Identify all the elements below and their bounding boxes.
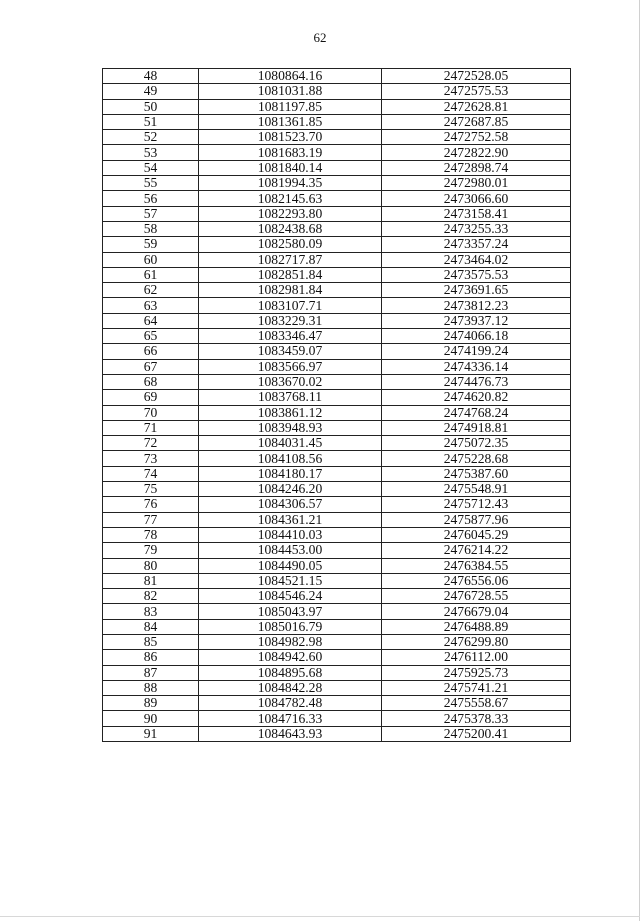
y-coordinate-cell: 2476045.29 bbox=[382, 527, 571, 542]
table-row bbox=[103, 176, 571, 191]
point-number-cell: 74 bbox=[103, 466, 199, 481]
x-coordinate-cell: 1081840.14 bbox=[199, 160, 382, 175]
point-number-cell: 56 bbox=[103, 191, 199, 206]
x-coordinate-cell: 1084306.57 bbox=[199, 497, 382, 512]
table-row bbox=[103, 604, 571, 619]
table-row bbox=[103, 298, 571, 313]
table-row bbox=[103, 221, 571, 236]
y-coordinate-cell: 2474768.24 bbox=[382, 405, 571, 420]
x-coordinate-cell: 1084842.28 bbox=[199, 680, 382, 695]
table-row bbox=[103, 237, 571, 252]
table-row bbox=[103, 344, 571, 359]
table-row bbox=[103, 466, 571, 481]
point-number-cell: 50 bbox=[103, 99, 199, 114]
table-row bbox=[103, 497, 571, 512]
y-coordinate-cell: 2474918.81 bbox=[382, 420, 571, 435]
x-coordinate-cell: 1082145.63 bbox=[199, 191, 382, 206]
point-number-cell: 66 bbox=[103, 344, 199, 359]
table-row bbox=[103, 543, 571, 558]
x-coordinate-cell: 1082293.80 bbox=[199, 206, 382, 221]
table-row bbox=[103, 84, 571, 99]
point-number-cell: 68 bbox=[103, 374, 199, 389]
x-coordinate-cell: 1083107.71 bbox=[199, 298, 382, 313]
table-row bbox=[103, 482, 571, 497]
y-coordinate-cell: 2476112.00 bbox=[382, 650, 571, 665]
y-coordinate-cell: 2475558.67 bbox=[382, 696, 571, 711]
table-row bbox=[103, 145, 571, 160]
x-coordinate-cell: 1083229.31 bbox=[199, 313, 382, 328]
x-coordinate-cell: 1083346.47 bbox=[199, 329, 382, 344]
point-number-cell: 84 bbox=[103, 619, 199, 634]
y-coordinate-cell: 2475228.68 bbox=[382, 451, 571, 466]
table-row bbox=[103, 130, 571, 145]
point-number-cell: 65 bbox=[103, 329, 199, 344]
x-coordinate-cell: 1084982.98 bbox=[199, 634, 382, 649]
x-coordinate-cell: 1084410.03 bbox=[199, 527, 382, 542]
x-coordinate-cell: 1082981.84 bbox=[199, 283, 382, 298]
table-row bbox=[103, 283, 571, 298]
y-coordinate-cell: 2472898.74 bbox=[382, 160, 571, 175]
y-coordinate-cell: 2472822.90 bbox=[382, 145, 571, 160]
table-row bbox=[103, 451, 571, 466]
x-coordinate-cell: 1084453.00 bbox=[199, 543, 382, 558]
point-number-cell: 64 bbox=[103, 313, 199, 328]
table-row bbox=[103, 665, 571, 680]
point-number-cell: 81 bbox=[103, 573, 199, 588]
y-coordinate-cell: 2476728.55 bbox=[382, 589, 571, 604]
point-number-cell: 82 bbox=[103, 589, 199, 604]
point-number-cell: 60 bbox=[103, 252, 199, 267]
y-coordinate-cell: 2475548.91 bbox=[382, 482, 571, 497]
table-row bbox=[103, 99, 571, 114]
point-number-cell: 78 bbox=[103, 527, 199, 542]
x-coordinate-cell: 1081361.85 bbox=[199, 114, 382, 129]
table-row bbox=[103, 267, 571, 282]
point-number-cell: 69 bbox=[103, 390, 199, 405]
y-coordinate-cell: 2476488.89 bbox=[382, 619, 571, 634]
y-coordinate-cell: 2473691.65 bbox=[382, 283, 571, 298]
x-coordinate-cell: 1084942.60 bbox=[199, 650, 382, 665]
y-coordinate-cell: 2476299.80 bbox=[382, 634, 571, 649]
point-number-cell: 77 bbox=[103, 512, 199, 527]
table-row bbox=[103, 680, 571, 695]
x-coordinate-cell: 1084031.45 bbox=[199, 436, 382, 451]
point-number-cell: 61 bbox=[103, 267, 199, 282]
point-number-cell: 85 bbox=[103, 634, 199, 649]
y-coordinate-cell: 2475877.96 bbox=[382, 512, 571, 527]
y-coordinate-cell: 2474199.24 bbox=[382, 344, 571, 359]
x-coordinate-cell: 1084643.93 bbox=[199, 726, 382, 741]
point-number-cell: 80 bbox=[103, 558, 199, 573]
x-coordinate-cell: 1081683.19 bbox=[199, 145, 382, 160]
table-row bbox=[103, 313, 571, 328]
y-coordinate-cell: 2475072.35 bbox=[382, 436, 571, 451]
point-number-cell: 90 bbox=[103, 711, 199, 726]
table-row bbox=[103, 69, 571, 84]
table-row bbox=[103, 634, 571, 649]
y-coordinate-cell: 2472575.53 bbox=[382, 84, 571, 99]
x-coordinate-cell: 1084361.21 bbox=[199, 512, 382, 527]
y-coordinate-cell: 2476556.06 bbox=[382, 573, 571, 588]
y-coordinate-cell: 2473464.02 bbox=[382, 252, 571, 267]
y-coordinate-cell: 2473066.60 bbox=[382, 191, 571, 206]
x-coordinate-cell: 1084546.24 bbox=[199, 589, 382, 604]
table-row bbox=[103, 619, 571, 634]
y-coordinate-cell: 2473812.23 bbox=[382, 298, 571, 313]
y-coordinate-cell: 2472528.05 bbox=[382, 69, 571, 84]
point-number-cell: 54 bbox=[103, 160, 199, 175]
table-row bbox=[103, 726, 571, 741]
x-coordinate-cell: 1084108.56 bbox=[199, 451, 382, 466]
x-coordinate-cell: 1083861.12 bbox=[199, 405, 382, 420]
point-number-cell: 52 bbox=[103, 130, 199, 145]
point-number-cell: 91 bbox=[103, 726, 199, 741]
x-coordinate-cell: 1083948.93 bbox=[199, 420, 382, 435]
table-row bbox=[103, 573, 571, 588]
point-number-cell: 58 bbox=[103, 221, 199, 236]
table-row bbox=[103, 206, 571, 221]
y-coordinate-cell: 2473575.53 bbox=[382, 267, 571, 282]
point-number-cell: 63 bbox=[103, 298, 199, 313]
point-number-cell: 51 bbox=[103, 114, 199, 129]
x-coordinate-cell: 1081994.35 bbox=[199, 176, 382, 191]
table-row bbox=[103, 252, 571, 267]
x-coordinate-cell: 1084716.33 bbox=[199, 711, 382, 726]
y-coordinate-cell: 2475741.21 bbox=[382, 680, 571, 695]
y-coordinate-cell: 2475378.33 bbox=[382, 711, 571, 726]
y-coordinate-cell: 2476384.55 bbox=[382, 558, 571, 573]
point-number-cell: 76 bbox=[103, 497, 199, 512]
point-number-cell: 55 bbox=[103, 176, 199, 191]
point-number-cell: 86 bbox=[103, 650, 199, 665]
x-coordinate-cell: 1081031.88 bbox=[199, 84, 382, 99]
x-coordinate-cell: 1080864.16 bbox=[199, 69, 382, 84]
point-number-cell: 70 bbox=[103, 405, 199, 420]
x-coordinate-cell: 1085043.97 bbox=[199, 604, 382, 619]
y-coordinate-cell: 2473357.24 bbox=[382, 237, 571, 252]
x-coordinate-cell: 1082717.87 bbox=[199, 252, 382, 267]
x-coordinate-cell: 1082438.68 bbox=[199, 221, 382, 236]
y-coordinate-cell: 2474620.82 bbox=[382, 390, 571, 405]
table-row bbox=[103, 650, 571, 665]
x-coordinate-cell: 1083459.07 bbox=[199, 344, 382, 359]
y-coordinate-cell: 2473255.33 bbox=[382, 221, 571, 236]
x-coordinate-cell: 1085016.79 bbox=[199, 619, 382, 634]
table-row bbox=[103, 512, 571, 527]
x-coordinate-cell: 1081523.70 bbox=[199, 130, 382, 145]
y-coordinate-cell: 2472628.81 bbox=[382, 99, 571, 114]
table-row bbox=[103, 390, 571, 405]
y-coordinate-cell: 2475712.43 bbox=[382, 497, 571, 512]
x-coordinate-cell: 1083566.97 bbox=[199, 359, 382, 374]
table-row bbox=[103, 405, 571, 420]
x-coordinate-cell: 1082851.84 bbox=[199, 267, 382, 282]
point-number-cell: 59 bbox=[103, 237, 199, 252]
point-number-cell: 87 bbox=[103, 665, 199, 680]
y-coordinate-cell: 2474476.73 bbox=[382, 374, 571, 389]
x-coordinate-cell: 1084521.15 bbox=[199, 573, 382, 588]
point-number-cell: 72 bbox=[103, 436, 199, 451]
x-coordinate-cell: 1084180.17 bbox=[199, 466, 382, 481]
table-row bbox=[103, 114, 571, 129]
page-number: 62 bbox=[313, 30, 327, 45]
x-coordinate-cell: 1084782.48 bbox=[199, 696, 382, 711]
page-bottom-edge bbox=[0, 916, 640, 917]
x-coordinate-cell: 1084246.20 bbox=[199, 482, 382, 497]
y-coordinate-cell: 2472752.58 bbox=[382, 130, 571, 145]
x-coordinate-cell: 1083768.11 bbox=[199, 390, 382, 405]
table-row bbox=[103, 420, 571, 435]
point-number-cell: 48 bbox=[103, 69, 199, 84]
coordinates-table bbox=[102, 68, 571, 742]
point-number-cell: 75 bbox=[103, 482, 199, 497]
y-coordinate-cell: 2473937.12 bbox=[382, 313, 571, 328]
y-coordinate-cell: 2475387.60 bbox=[382, 466, 571, 481]
point-number-cell: 49 bbox=[103, 84, 199, 99]
table-row bbox=[103, 711, 571, 726]
point-number-cell: 79 bbox=[103, 543, 199, 558]
point-number-cell: 57 bbox=[103, 206, 199, 221]
x-coordinate-cell: 1084490.05 bbox=[199, 558, 382, 573]
coordinates-table-body bbox=[103, 69, 571, 742]
table-row bbox=[103, 558, 571, 573]
y-coordinate-cell: 2475925.73 bbox=[382, 665, 571, 680]
x-coordinate-cell: 1082580.09 bbox=[199, 237, 382, 252]
point-number-cell: 53 bbox=[103, 145, 199, 160]
table-row bbox=[103, 374, 571, 389]
point-number-cell: 88 bbox=[103, 680, 199, 695]
x-coordinate-cell: 1081197.85 bbox=[199, 99, 382, 114]
point-number-cell: 67 bbox=[103, 359, 199, 374]
table-row bbox=[103, 696, 571, 711]
y-coordinate-cell: 2475200.41 bbox=[382, 726, 571, 741]
table-row bbox=[103, 527, 571, 542]
y-coordinate-cell: 2476679.04 bbox=[382, 604, 571, 619]
table-row bbox=[103, 589, 571, 604]
x-coordinate-cell: 1084895.68 bbox=[199, 665, 382, 680]
y-coordinate-cell: 2473158.41 bbox=[382, 206, 571, 221]
table-row bbox=[103, 329, 571, 344]
x-coordinate-cell: 1083670.02 bbox=[199, 374, 382, 389]
point-number-cell: 62 bbox=[103, 283, 199, 298]
y-coordinate-cell: 2474336.14 bbox=[382, 359, 571, 374]
table-row bbox=[103, 191, 571, 206]
table-row bbox=[103, 359, 571, 374]
table-row bbox=[103, 436, 571, 451]
y-coordinate-cell: 2474066.18 bbox=[382, 329, 571, 344]
y-coordinate-cell: 2472980.01 bbox=[382, 176, 571, 191]
point-number-cell: 71 bbox=[103, 420, 199, 435]
point-number-cell: 83 bbox=[103, 604, 199, 619]
table-row bbox=[103, 160, 571, 175]
point-number-cell: 89 bbox=[103, 696, 199, 711]
point-number-cell: 73 bbox=[103, 451, 199, 466]
y-coordinate-cell: 2472687.85 bbox=[382, 114, 571, 129]
y-coordinate-cell: 2476214.22 bbox=[382, 543, 571, 558]
